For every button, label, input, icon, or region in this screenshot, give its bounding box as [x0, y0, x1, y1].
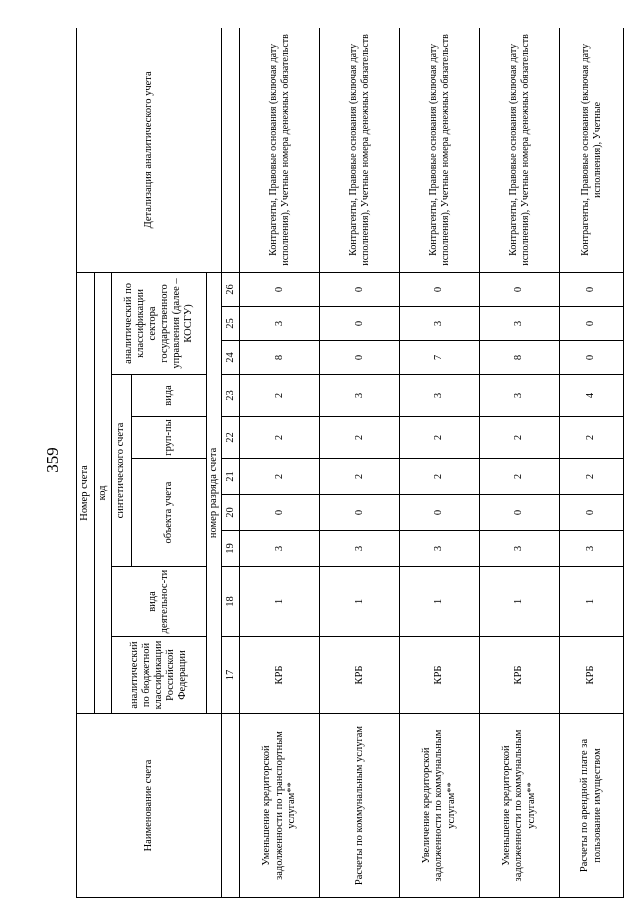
digit-empty [222, 714, 240, 898]
row-d23: 3 [400, 375, 480, 417]
table-row [400, 28, 480, 898]
row-krb: КРБ [400, 637, 480, 714]
row-d20: 0 [400, 495, 480, 531]
row-krb: КРБ [560, 637, 624, 714]
table-row [240, 28, 320, 898]
header-account-number: Номер счета [77, 272, 95, 713]
row-d20: 0 [320, 495, 400, 531]
row-d25: 3 [480, 307, 560, 341]
header-analytic-budget: аналитический по бюджетной классификации Российской Федерации [112, 637, 207, 714]
row-d20: 0 [480, 495, 560, 531]
header-digit-number: номер разряда счета [207, 272, 222, 713]
page-number: 359 [43, 447, 62, 473]
row-detail: Контрагенты, Правовые основания (включая дату исполнения), Учетные номера денежных обязательств [320, 28, 400, 272]
header-account-object: объекта учета [132, 459, 207, 567]
header-synthetic: синтетического счета [112, 375, 132, 567]
row-d23: 4 [560, 375, 624, 417]
row-d23: 2 [240, 375, 320, 417]
row-detail: Контрагенты, Правовые основания (включая дату исполнения), Учетные [560, 28, 624, 272]
row-d20: 0 [240, 495, 320, 531]
row-d26: 0 [240, 272, 320, 306]
row-krb: КРБ [240, 637, 320, 714]
digit-17: 17 [222, 637, 240, 714]
digit-19: 19 [222, 531, 240, 567]
row-name: Расчеты по арендной плате за пользование имуществом [560, 714, 624, 898]
row-d24: 0 [560, 341, 624, 375]
row-d24: 7 [400, 341, 480, 375]
row-d20: 0 [560, 495, 624, 531]
digit-22: 22 [222, 417, 240, 459]
row-d18: 1 [560, 567, 624, 637]
header-group: груп-пы [132, 417, 207, 459]
row-d26: 0 [400, 272, 480, 306]
row-d18: 1 [240, 567, 320, 637]
row-d24: 8 [480, 341, 560, 375]
row-d22: 2 [400, 417, 480, 459]
row-detail: Контрагенты, Правовые основания (включая дату исполнения), Учетные номера денежных обязательств [240, 28, 320, 272]
row-d24: 8 [240, 341, 320, 375]
row-d24: 0 [320, 341, 400, 375]
row-d22: 2 [320, 417, 400, 459]
header-detail: Детализация аналитического учета [77, 28, 222, 272]
accounts-table [76, 28, 624, 898]
table-row [560, 28, 624, 898]
digit-23: 23 [222, 375, 240, 417]
row-d19: 3 [560, 531, 624, 567]
row-d21: 2 [480, 459, 560, 495]
row-d18: 1 [400, 567, 480, 637]
row-name: Уменьшение кредиторской задолженности по транспортным услугам** [240, 714, 320, 898]
row-d25: 3 [240, 307, 320, 341]
digit-25: 25 [222, 307, 240, 341]
row-d26: 0 [480, 272, 560, 306]
row-d25: 3 [400, 307, 480, 341]
row-d21: 2 [560, 459, 624, 495]
row-d22: 2 [240, 417, 320, 459]
row-detail: Контрагенты, Правовые основания (включая дату исполнения), Учетные номера денежных обязательств [400, 28, 480, 272]
row-name: Расчеты по коммунальным услугам [320, 714, 400, 898]
row-d25: 0 [560, 307, 624, 341]
row-d22: 2 [480, 417, 560, 459]
row-d25: 0 [320, 307, 400, 341]
header-activity-type: вида деятельнос-ти [112, 567, 207, 637]
header-kind: вида [132, 375, 207, 417]
table-row [320, 28, 400, 898]
row-krb: КРБ [480, 637, 560, 714]
row-d18: 1 [320, 567, 400, 637]
header-analytic-kosgu: аналитический по классификации сектора государственного управления (далее – КОСГУ) [112, 272, 207, 374]
row-d21: 2 [400, 459, 480, 495]
row-d21: 2 [320, 459, 400, 495]
header-code: код [95, 272, 112, 713]
row-name: Увеличение кредиторской задолженности по коммунальным услугам** [400, 714, 480, 898]
row-d19: 3 [480, 531, 560, 567]
header-name: Наименование счета [77, 714, 222, 898]
row-d22: 2 [560, 417, 624, 459]
row-name: Уменьшение кредиторской задолженности по коммунальным услугам** [480, 714, 560, 898]
row-d19: 3 [400, 531, 480, 567]
row-d26: 0 [320, 272, 400, 306]
row-detail: Контрагенты, Правовые основания (включая дату исполнения), Учетные номера денежных обязательств [480, 28, 560, 272]
row-d18: 1 [480, 567, 560, 637]
table-row [480, 28, 560, 898]
digit-20: 20 [222, 495, 240, 531]
row-d21: 2 [240, 459, 320, 495]
row-d19: 3 [240, 531, 320, 567]
digit-26: 26 [222, 272, 240, 306]
row-d26: 0 [560, 272, 624, 306]
digit-21: 21 [222, 459, 240, 495]
row-d19: 3 [320, 531, 400, 567]
digit-18: 18 [222, 567, 240, 637]
table-container [76, 28, 624, 898]
row-d23: 3 [320, 375, 400, 417]
row-krb: КРБ [320, 637, 400, 714]
rotated-table-wrapper [76, 28, 624, 898]
digit-empty-detail [222, 28, 240, 272]
row-d23: 3 [480, 375, 560, 417]
digit-24: 24 [222, 341, 240, 375]
